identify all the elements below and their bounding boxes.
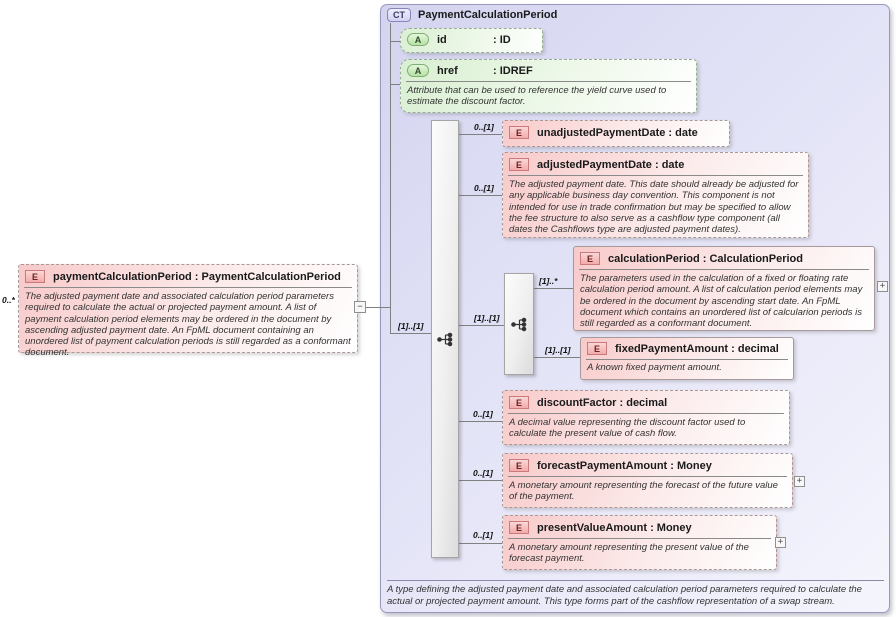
complex-type-title: PaymentCalculationPeriod [418, 9, 558, 21]
element-title: adjustedPaymentDate : date [537, 158, 685, 171]
sequence-indicator[interactable] [431, 120, 459, 558]
element-documentation: A monetary amount representing the forecast of the future value of the payment. [509, 480, 778, 503]
element-icon: E [509, 521, 529, 534]
cardinality-label: 0..[1] [473, 468, 493, 478]
element-documentation: The adjusted payment date. This date should already be adjusted for any applicable business day convention. This component is not intended for use in trade confirmation but may be specified to allow the fee structure to also serve as a cashflow type component (all dates the Cashflows type are adjusted payment dates). [509, 179, 799, 236]
expand-toggle[interactable]: + [794, 476, 805, 487]
complex-type-icon: CT [387, 8, 411, 22]
attribute-icon: A [407, 33, 429, 46]
expand-toggle[interactable]: + [877, 281, 888, 292]
cardinality-label: [1]..[1] [545, 345, 571, 355]
connector-line [459, 195, 502, 196]
element-icon: E [509, 396, 529, 409]
sequence-icon [511, 316, 528, 333]
footer-divider [387, 580, 884, 581]
element-title: calculationPeriod : CalculationPeriod [608, 252, 803, 265]
connector-line [390, 23, 391, 334]
attribute-name: href [437, 64, 458, 77]
element-title: fixedPaymentAmount : decimal [615, 342, 779, 355]
connector-line [459, 325, 504, 326]
element-title: discountFactor : decimal [537, 396, 668, 409]
cardinality-label: [1]..* [539, 276, 558, 286]
element-icon: E [587, 342, 607, 355]
element-icon: E [580, 252, 600, 265]
element-forecastPaymentAmount[interactable] [502, 453, 793, 508]
element-icon: E [509, 158, 529, 171]
sequence-icon [437, 331, 454, 348]
element-icon: E [25, 270, 45, 283]
element-documentation: The adjusted payment date and associated calculation period parameters required to calculate the actual or projected payment amount. A list of payment calculation period elements may be ordered in the document by ascending adjusted payment date. An FpML document containing an unordered list of payment calculation periods is still regarded as a conformant document. [25, 291, 351, 359]
complex-type-documentation: A type defining the adjusted payment date and associated calculation period parameters required to calculate the actual or projected payment amount. This type forms part of the cashflow representation of a swap stream. [387, 584, 862, 607]
cardinality-label: 0..* [2, 295, 15, 305]
connector-line [459, 134, 502, 135]
element-title: unadjustedPaymentDate : date [537, 126, 698, 139]
attribute-name: id [437, 33, 447, 46]
element-paymentCalculationPeriod[interactable] [18, 264, 358, 359]
cardinality-label: [1]..[1] [398, 321, 424, 331]
element-documentation: A decimal value representing the discount factor used to calculate the present value of cash flow. [509, 417, 746, 440]
element-documentation: A monetary amount representing the present value of the forecast payment. [509, 542, 749, 565]
element-adjustedPaymentDate[interactable] [502, 152, 809, 238]
attribute-href[interactable] [400, 59, 697, 113]
element-discountFactor[interactable] [502, 390, 790, 445]
connector-line [534, 357, 580, 358]
element-icon: E [509, 459, 529, 472]
element-icon: E [509, 126, 529, 139]
connector-line [534, 288, 573, 289]
complex-type-header [387, 8, 557, 22]
connector-line [459, 480, 502, 481]
attribute-type: : ID [493, 33, 511, 46]
expand-toggle[interactable]: + [775, 537, 786, 548]
element-documentation: A known fixed payment amount. [587, 362, 722, 373]
element-title: forecastPaymentAmount : Money [537, 459, 712, 472]
element-title: presentValueAmount : Money [537, 521, 692, 534]
connector-line [459, 421, 502, 422]
collapse-toggle[interactable]: − [354, 301, 366, 313]
cardinality-label: 0..[1] [473, 530, 493, 540]
element-documentation: The parameters used in the calculation of a fixed or floating rate calculation period amount. A list of calculation period elements may be ordered in the document by ascending start date. An FpML document which contains an unordered list of calcularion periods is still regarded as a conformant document. [580, 273, 863, 330]
element-title: paymentCalculationPeriod : PaymentCalculationPeriod [53, 270, 341, 283]
cardinality-label: 0..[1] [473, 409, 493, 419]
connector-line [459, 543, 502, 544]
element-calculationPeriod[interactable] [573, 246, 875, 331]
attribute-icon: A [407, 64, 429, 77]
attribute-documentation: Attribute that can be used to reference the yield curve used to estimate the discount factor. [407, 85, 667, 108]
sequence-indicator[interactable] [504, 273, 534, 375]
element-unadjustedPaymentDate[interactable] [502, 120, 730, 147]
connector-line [390, 333, 431, 334]
cardinality-label: 0..[1] [474, 183, 494, 193]
element-presentValueAmount[interactable] [502, 515, 777, 570]
element-fixedPaymentAmount[interactable] [580, 337, 794, 380]
cardinality-label: [1]..[1] [474, 313, 500, 323]
attribute-id[interactable] [400, 28, 543, 53]
attribute-type: : IDREF [493, 64, 533, 77]
cardinality-label: 0..[1] [474, 122, 494, 132]
